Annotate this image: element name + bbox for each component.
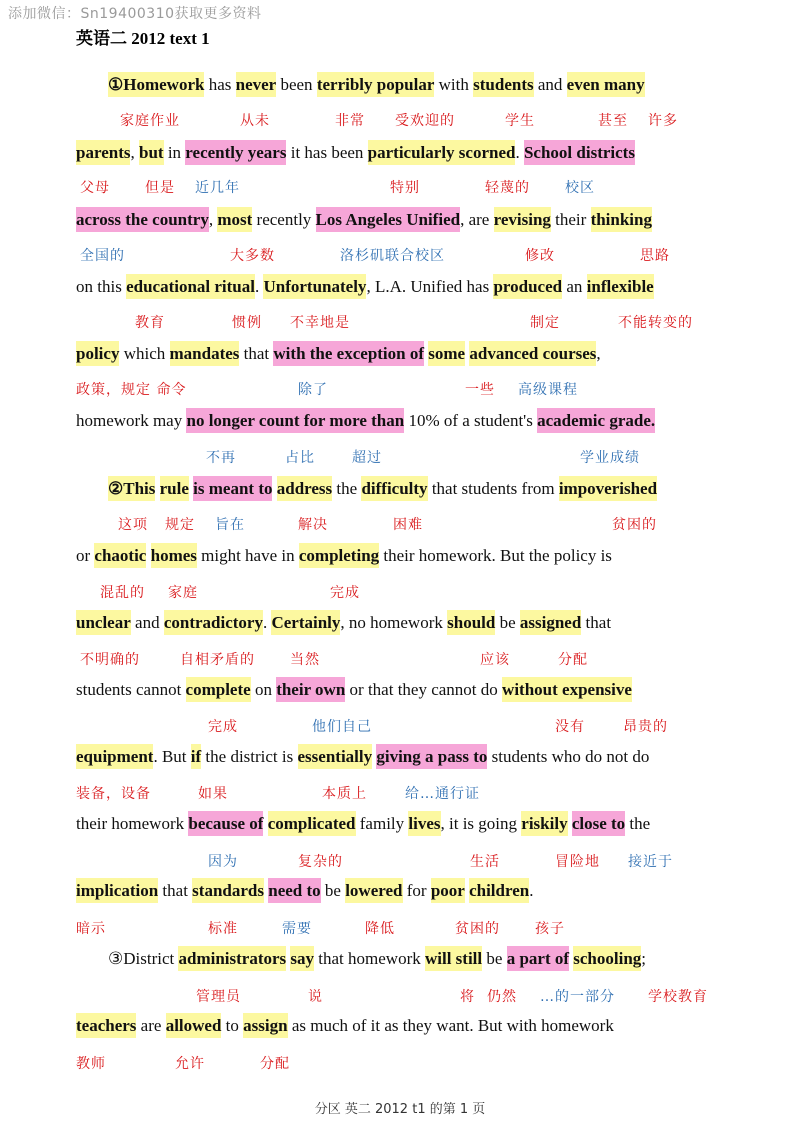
pink-highlight: need to: [268, 878, 320, 903]
chinese-gloss: 占比: [285, 450, 315, 466]
passage-line: [76, 474, 768, 504]
chinese-gloss: 冒险地: [555, 854, 600, 870]
line-text: [155, 479, 159, 498]
chinese-gloss: 标准: [208, 921, 238, 937]
line-text: their: [550, 210, 591, 229]
chinese-gloss: 如果: [198, 786, 228, 802]
yellow-highlight: complicated: [268, 811, 356, 836]
chinese-gloss: 教师: [76, 1056, 106, 1072]
chinese-gloss: 非常: [335, 113, 365, 129]
yellow-highlight: poor: [431, 878, 465, 903]
line-text: be: [482, 949, 507, 968]
chinese-gloss: 洛杉矶联合校区: [340, 248, 445, 264]
chinese-gloss: 没有: [555, 719, 585, 735]
chinese-gloss: 近几年: [195, 180, 240, 196]
chinese-gloss: 孩子: [535, 921, 565, 937]
yellow-highlight: never: [236, 72, 277, 97]
chinese-gloss: 学生: [505, 113, 535, 129]
yellow-highlight: thinking: [591, 207, 652, 232]
yellow-highlight: advanced courses: [469, 341, 596, 366]
chinese-gloss: 暗示: [76, 921, 106, 937]
yellow-highlight: parents: [76, 140, 130, 165]
line-text: ,: [596, 344, 601, 363]
line-text: the: [625, 814, 651, 833]
chinese-gloss: 分配: [260, 1056, 290, 1072]
line-text: , no homework: [340, 613, 448, 632]
chinese-gloss: 一些: [465, 382, 495, 398]
pink-highlight: School districts: [524, 140, 635, 165]
chinese-gloss: 全国的: [80, 248, 125, 264]
pink-highlight: is meant to: [193, 476, 272, 501]
yellow-highlight: ①Homework: [108, 72, 204, 97]
chinese-gloss: 说: [308, 989, 323, 1005]
line-text: in: [163, 143, 186, 162]
yellow-highlight: contradictory: [164, 610, 263, 635]
chinese-gloss: 许多: [648, 113, 678, 129]
chinese-gloss: 甚至: [598, 113, 628, 129]
chinese-gloss: 混乱的: [100, 585, 145, 601]
chinese-gloss: 学业成绩: [580, 450, 640, 466]
line-text: homework may: [76, 411, 187, 430]
chinese-gloss: 规定: [165, 517, 195, 533]
chinese-gloss: …的一部分: [540, 989, 615, 1005]
watermark: 添加微信：Sn19400310获取更多资料: [8, 6, 262, 22]
passage-line: [76, 876, 736, 906]
pink-highlight: Los Angeles Unified: [316, 207, 461, 232]
line-text: 10% of a student's: [404, 411, 538, 430]
yellow-highlight: some: [428, 341, 465, 366]
line-text: and: [533, 75, 567, 94]
yellow-highlight: lowered: [345, 878, 402, 903]
chinese-gloss: 生活: [470, 854, 500, 870]
line-text: and: [130, 613, 164, 632]
line-text: that: [581, 613, 612, 632]
chinese-gloss: 分配: [558, 652, 588, 668]
yellow-highlight: revising: [494, 207, 551, 232]
yellow-highlight: children: [469, 878, 529, 903]
chinese-gloss: 思路: [640, 248, 670, 264]
passage-line: [76, 608, 736, 638]
passage-line: [76, 272, 736, 302]
line-text: ,: [130, 143, 139, 162]
chinese-gloss: 将: [460, 989, 475, 1005]
chinese-gloss: 应该: [480, 652, 510, 668]
chinese-gloss: 受欢迎的: [395, 113, 455, 129]
chinese-gloss: 昂贵的: [623, 719, 668, 735]
line-text: to: [221, 1016, 244, 1035]
chinese-gloss: 父母: [80, 180, 110, 196]
line-text: their homework: [76, 814, 189, 833]
line-text: , L.A. Unified has: [366, 277, 494, 296]
chinese-gloss: 降低: [365, 921, 395, 937]
yellow-highlight: inflexible: [587, 274, 654, 299]
chinese-gloss: 大多数: [230, 248, 275, 264]
yellow-highlight: say: [290, 946, 314, 971]
yellow-highlight: teachers: [76, 1013, 136, 1038]
chinese-gloss: 装备，设备: [76, 786, 151, 802]
chinese-gloss: 高级课程: [518, 382, 578, 398]
passage-line: [76, 541, 736, 571]
line-text: students who do not do: [487, 747, 650, 766]
yellow-highlight: rule: [160, 476, 189, 501]
chinese-gloss: 完成: [208, 719, 238, 735]
chinese-gloss: 除了: [298, 382, 328, 398]
line-text: the: [332, 479, 362, 498]
pink-highlight: with the exception of: [273, 341, 424, 366]
line-text: that students from: [427, 479, 559, 498]
yellow-highlight: chaotic: [94, 543, 146, 568]
line-text: on: [250, 680, 277, 699]
chinese-gloss: 贫困的: [612, 517, 657, 533]
chinese-gloss: 超过: [352, 450, 382, 466]
chinese-gloss: 教育: [135, 315, 165, 331]
yellow-highlight: homes: [151, 543, 197, 568]
line-text: be: [495, 613, 520, 632]
line-text: has: [204, 75, 236, 94]
yellow-highlight: policy: [76, 341, 119, 366]
line-text: family: [355, 814, 409, 833]
line-text: . But: [153, 747, 191, 766]
yellow-highlight: schooling: [573, 946, 641, 971]
yellow-highlight: essentially: [298, 744, 373, 769]
chinese-gloss: 仍然: [487, 989, 517, 1005]
chinese-gloss: 旨在: [215, 517, 245, 533]
chinese-gloss: 接近于: [628, 854, 673, 870]
yellow-highlight: produced: [493, 274, 562, 299]
line-text: been: [276, 75, 317, 94]
line-text: their homework. But the policy is: [379, 546, 612, 565]
yellow-highlight: should: [447, 610, 495, 635]
chinese-gloss: 他们自己: [312, 719, 372, 735]
pink-highlight: academic grade.: [537, 408, 655, 433]
yellow-highlight: Unfortunately: [263, 274, 366, 299]
line-text: which: [119, 344, 170, 363]
passage-line: [76, 742, 736, 772]
line-text: .: [254, 277, 264, 296]
chinese-gloss: 复杂的: [298, 854, 343, 870]
chinese-gloss: 需要: [282, 921, 312, 937]
yellow-highlight: completing: [299, 543, 379, 568]
line-text: might have in: [196, 546, 299, 565]
yellow-highlight: terribly popular: [317, 72, 435, 97]
page-footer: 分区 英二 2012 t1 的第 1 页: [314, 1102, 486, 1117]
yellow-highlight: ②This: [108, 476, 155, 501]
passage-line: [76, 70, 768, 100]
yellow-highlight: assigned: [520, 610, 581, 635]
chinese-gloss: 贫困的: [455, 921, 500, 937]
yellow-highlight: standards: [192, 878, 264, 903]
line-text: on this: [76, 277, 127, 296]
line-text: students cannot: [76, 680, 186, 699]
line-text: recently: [252, 210, 316, 229]
line-text: ,: [208, 210, 218, 229]
chinese-gloss: 这项: [118, 517, 148, 533]
chinese-gloss: 修改: [525, 248, 555, 264]
pink-highlight: no longer count for more than: [186, 408, 404, 433]
yellow-highlight: implication: [76, 878, 158, 903]
chinese-gloss: 困难: [393, 517, 423, 533]
passage-line: [76, 205, 736, 235]
passage-line: [76, 944, 768, 974]
page-title: 英语二 2012 text 1: [76, 29, 210, 48]
chinese-gloss: 制定: [530, 315, 560, 331]
chinese-gloss: 自相矛盾的: [180, 652, 255, 668]
line-text: be: [320, 881, 346, 900]
line-text: with: [434, 75, 474, 94]
chinese-gloss: 但是: [145, 180, 175, 196]
line-text: for: [402, 881, 431, 900]
yellow-highlight: if: [191, 744, 201, 769]
chinese-gloss: 解决: [298, 517, 328, 533]
pink-highlight: across the country: [76, 207, 209, 232]
chinese-gloss: 不幸地是: [290, 315, 350, 331]
line-text: , are: [460, 210, 494, 229]
line-text: that: [239, 344, 274, 363]
line-text: [146, 546, 150, 565]
chinese-gloss: 学校教育: [648, 989, 708, 1005]
chinese-gloss: 从未: [240, 113, 270, 129]
yellow-highlight: complete: [186, 677, 251, 702]
passage-line: [76, 406, 736, 436]
chinese-gloss: 轻蔑的: [485, 180, 530, 196]
yellow-highlight: equipment: [76, 744, 153, 769]
yellow-highlight: educational ritual: [126, 274, 255, 299]
chinese-gloss: 本质上: [322, 786, 367, 802]
yellow-highlight: assign: [243, 1013, 287, 1038]
yellow-highlight: even many: [567, 72, 645, 97]
line-text: or: [76, 546, 95, 565]
line-text: the district is: [201, 747, 298, 766]
yellow-highlight: lives: [408, 811, 440, 836]
passage-line: [76, 809, 736, 839]
yellow-highlight: address: [277, 476, 332, 501]
pink-highlight: because of: [188, 811, 263, 836]
chinese-gloss: 管理员: [196, 989, 241, 1005]
yellow-highlight: administrators: [178, 946, 286, 971]
line-text: that: [158, 881, 193, 900]
pink-highlight: close to: [572, 811, 625, 836]
line-text: as much of it as they want. But with homework: [287, 1016, 614, 1035]
line-text: are: [136, 1016, 166, 1035]
chinese-gloss: 特别: [390, 180, 420, 196]
chinese-gloss: 不明确的: [80, 652, 140, 668]
chinese-gloss: 不再: [206, 450, 236, 466]
chinese-gloss: 政策，规定 命令: [76, 382, 187, 398]
chinese-gloss: 给…通行证: [405, 786, 480, 802]
yellow-highlight: Certainly: [271, 610, 340, 635]
yellow-highlight: will still: [425, 946, 482, 971]
passage-line: [76, 675, 736, 705]
yellow-highlight: allowed: [166, 1013, 222, 1038]
line-text: .: [515, 143, 524, 162]
yellow-highlight: but: [139, 140, 164, 165]
line-text: , it is going: [440, 814, 522, 833]
line-text: .: [262, 613, 272, 632]
yellow-highlight: unclear: [76, 610, 131, 635]
passage-line: [76, 339, 736, 369]
chinese-gloss: 因为: [208, 854, 238, 870]
line-text: or that they cannot do: [345, 680, 503, 699]
chinese-gloss: 家庭: [168, 585, 198, 601]
chinese-gloss: 不能转变的: [618, 315, 693, 331]
line-text: .: [529, 881, 534, 900]
yellow-highlight: mandates: [170, 341, 240, 366]
line-text: ③District: [108, 949, 179, 968]
chinese-gloss: 当然: [290, 652, 320, 668]
pink-highlight: their own: [276, 677, 345, 702]
passage-line: [76, 1011, 736, 1041]
chinese-gloss: 允许: [175, 1056, 205, 1072]
line-text: that homework: [314, 949, 425, 968]
yellow-highlight: impoverished: [559, 476, 657, 501]
yellow-highlight: particularly scorned: [368, 140, 516, 165]
line-text: ;: [641, 949, 647, 968]
chinese-gloss: 惯例: [232, 315, 262, 331]
pink-highlight: recently years: [185, 140, 286, 165]
chinese-gloss: 完成: [330, 585, 360, 601]
yellow-highlight: difficulty: [361, 476, 427, 501]
yellow-highlight: riskily: [521, 811, 567, 836]
chinese-gloss: 校区: [565, 180, 595, 196]
yellow-highlight: most: [217, 207, 252, 232]
yellow-highlight: students: [473, 72, 533, 97]
chinese-gloss: 家庭作业: [120, 113, 180, 129]
yellow-highlight: without expensive: [502, 677, 632, 702]
line-text: an: [562, 277, 587, 296]
line-text: it has been: [286, 143, 368, 162]
passage-line: [76, 138, 736, 168]
pink-highlight: a part of: [507, 946, 569, 971]
pink-highlight: giving a pass to: [376, 744, 487, 769]
